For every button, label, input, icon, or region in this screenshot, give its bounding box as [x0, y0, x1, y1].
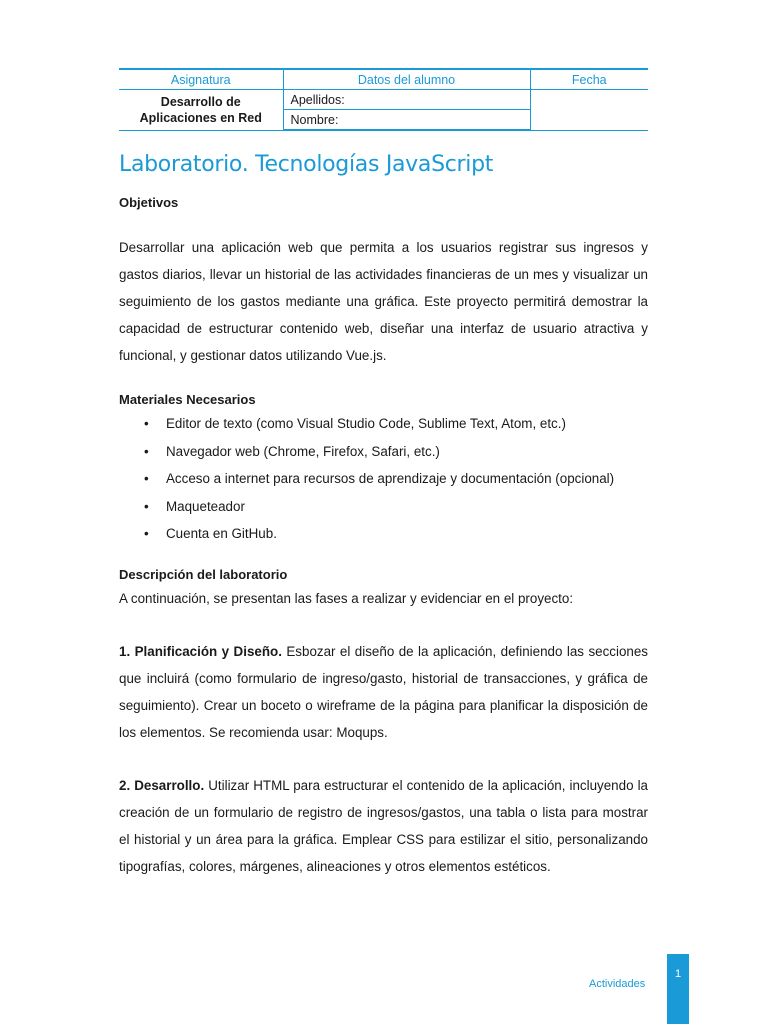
- footer-section-label: Actividades: [589, 978, 646, 990]
- list-item: • Maqueteador: [166, 493, 648, 521]
- phase-1-text: Esbozar el diseño de la aplicación, definiendo las secciones que incluirá (como formulario de ingreso/gasto, historial de transacciones, y gráfica de seguimiento). Crear un boceto o wireframe de la página para planificar la disposición de los elementos. Se recomienda usar: Moqups.: [119, 643, 648, 740]
- page-number-tab: [667, 954, 689, 1024]
- phase-1-paragraph: [119, 638, 648, 746]
- header-col-subject: Asignatura: [119, 69, 283, 90]
- description-heading: Descripción del laboratorio: [119, 566, 288, 582]
- header-table: [119, 68, 648, 131]
- objectives-heading: Objetivos: [119, 195, 179, 210]
- surname-field: Apellidos:: [283, 90, 530, 110]
- objectives-paragraph: Desarrollar una aplicación web que permita a los usuarios registrar sus ingresos y gastos diarios, llevar un historial de las actividades financieras de un mes y visualizar un seguimiento de los gastos mediante una gráfica. Este proyecto permitirá demostrar la capacidad de estructurar contenido web, diseñar una interfaz de usuario atractiva y funcional, y gestionar datos utilizando Vue.js.: [119, 240, 648, 363]
- name-field: Nombre:: [283, 110, 530, 131]
- list-item: • Navegador web (Chrome, Firefox, Safari, etc.): [166, 438, 648, 466]
- bullet-icon: •: [144, 498, 149, 514]
- subject-cell: [119, 90, 283, 131]
- bullet-icon: •: [144, 471, 149, 486]
- list-item: • Cuenta en GitHub.: [166, 520, 648, 548]
- bullet-icon: •: [144, 526, 149, 541]
- materials-list: [119, 410, 648, 548]
- materials-heading: Materiales Necesarios: [119, 392, 256, 407]
- description-intro: A continuación, se presentan las fases a realizar y evidenciar en el proyecto:: [119, 590, 574, 606]
- phase-1-label: 1. Planificación y Diseño.: [119, 643, 282, 659]
- date-field: [530, 90, 648, 131]
- page-number: 1: [674, 968, 682, 980]
- list-item: • Editor de texto (como Visual Studio Code, Sublime Text, Atom, etc.): [166, 410, 648, 438]
- document-page: [119, 68, 648, 880]
- header-col-student: Datos del alumno: [283, 69, 530, 90]
- bullet-icon: •: [144, 416, 149, 431]
- phase-2-text: Utilizar HTML para estructurar el contenido de la aplicación, incluyendo la creación de un formulario de registro de ingresos/gastos, una tabla o lista para mostrar el historial y un área para la gráfica. Emplear CSS para estilizar el sitio, personalizando tipografías, colores, márgenes, alineaciones y otros elementos estéticos.: [119, 777, 648, 874]
- phase-2-paragraph: [119, 772, 648, 880]
- bullet-icon: •: [144, 443, 149, 459]
- list-item: • Acceso a internet para recursos de aprendizaje y documentación (opcional): [166, 465, 648, 493]
- subject-line-2: Aplicaciones en Red: [139, 110, 262, 125]
- phase-2-label: 2. Desarrollo.: [119, 777, 205, 793]
- page-title: Laboratorio. Tecnologías JavaScript: [119, 152, 494, 177]
- subject-line-1: Desarrollo de: [160, 94, 241, 109]
- header-col-date: Fecha: [530, 69, 648, 90]
